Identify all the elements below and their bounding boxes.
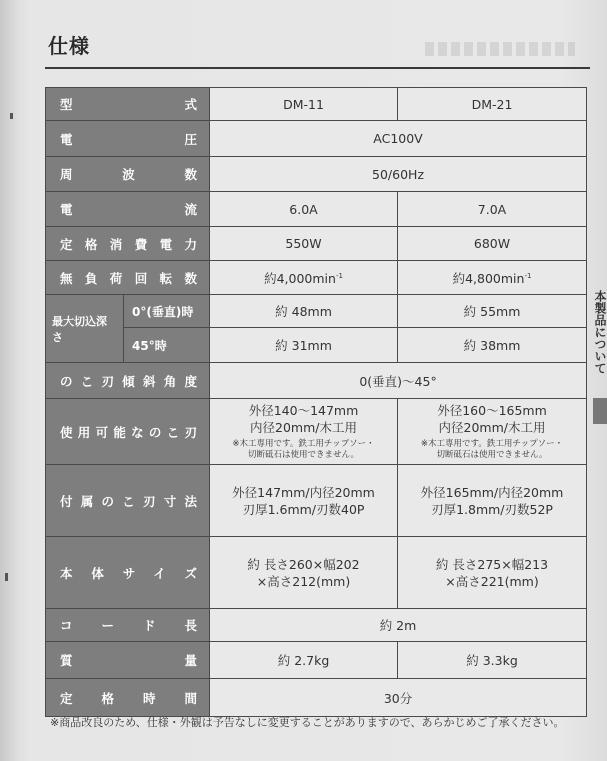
row-label-blade: 使用可能なのこ刃: [46, 399, 210, 465]
table-row: [46, 328, 587, 363]
body-size-b-line1: 約 長さ275×幅213: [435, 556, 549, 572]
page-title: 仕様: [48, 34, 90, 58]
row-label-current: 電 流: [46, 192, 210, 227]
included-blade-b: [398, 465, 587, 537]
table-row: [46, 609, 587, 642]
body-size-a-line1: 約 長さ260×幅202: [247, 556, 360, 572]
included-blade-a: [210, 465, 398, 537]
title-rule: [45, 67, 590, 69]
model-a: DM-11: [210, 88, 398, 121]
power-a: 550W: [210, 227, 398, 261]
blade-a-line2: 内径20mm/木工用: [250, 420, 357, 435]
blade-a-note1: ※木工専用です。鉄工用チップソー・: [232, 439, 375, 449]
body-size-b-line2: ×高さ221(mm): [445, 573, 539, 589]
weight-a: 約 2.7kg: [210, 642, 398, 679]
current-b: 7.0A: [398, 192, 587, 227]
bevel-value: 0(垂直)～45°: [210, 363, 587, 399]
rpm-b-value: 約4,800min: [452, 270, 525, 286]
included-blade-b-line2: 刃厚1.8mm/刃数52P: [431, 501, 553, 517]
rpm-a-sup: -1: [335, 271, 343, 280]
body-size-a: [210, 537, 398, 609]
voltage-value: AC100V: [210, 121, 587, 157]
blade-b-note2: 切断砥石は使用できません。: [436, 450, 548, 460]
row-label-weight: 質 量: [46, 642, 210, 679]
blade-b-line2: 内径20mm/木工用: [438, 420, 546, 435]
model-b: DM-21: [398, 88, 587, 121]
weight-b: 約 3.3kg: [398, 642, 587, 679]
cut-depth-45-a: 約 31mm: [210, 328, 398, 363]
row-label-cut-depth: 最大切込深さ: [46, 295, 124, 363]
binding-mark: [10, 113, 13, 119]
row-label-model: 型 式: [46, 88, 210, 121]
blade-b: [398, 399, 587, 465]
side-tab-label: 本製品について: [593, 290, 607, 374]
row-label-voltage: 電 圧: [46, 121, 210, 157]
page-binding-edge: [0, 0, 18, 761]
table-row: [46, 192, 587, 227]
included-blade-b-line1: 外径165mm/内径20mm: [420, 484, 564, 500]
blade-b-line1: 外径160～165mm: [437, 403, 547, 418]
cut-depth-0-label: 0°(垂直)時: [124, 295, 210, 328]
blade-a-line1: 外径140～147mm: [248, 403, 359, 418]
table-row: [46, 88, 587, 121]
row-label-rpm: 無負荷回転数: [46, 261, 210, 295]
table-row: [46, 642, 587, 679]
table-row: [46, 465, 587, 537]
spec-table: [45, 87, 587, 717]
row-label-bevel: のこ刃傾斜角度: [46, 363, 210, 399]
row-label-cord: コード長: [46, 609, 210, 642]
rpm-a: [210, 261, 398, 295]
side-tab-marker: [593, 398, 607, 424]
footnote: ※商品改良のため、仕様・外観は予告なしに変更することがありますので、あらかじめご了承ください。: [50, 716, 565, 729]
table-row: [46, 679, 587, 717]
row-label-included-blade: 付属のこ刃寸法: [46, 465, 210, 537]
included-blade-a-line1: 外径147mm/内径20mm: [232, 484, 375, 500]
row-label-power: 定格消費電力: [46, 227, 210, 261]
blade-a: [210, 399, 398, 465]
table-row: [46, 261, 587, 295]
included-blade-a-line2: 刃厚1.6mm/刃数40P: [242, 501, 365, 517]
cut-depth-45-b: 約 38mm: [398, 328, 587, 363]
blade-a-note2: 切断砥石は使用できません。: [248, 450, 360, 460]
bleed-through-text: [425, 42, 575, 56]
rpm-b-sup: -1: [524, 271, 532, 280]
cut-depth-0-b: 約 55mm: [398, 295, 587, 328]
body-size-b: [398, 537, 587, 609]
body-size-a-line2: ×高さ212(mm): [256, 573, 351, 589]
cut-depth-45-label: 45°時: [124, 328, 210, 363]
binding-mark: [5, 573, 8, 581]
rated-time-value: 30分: [210, 679, 587, 717]
power-b: 680W: [398, 227, 587, 261]
row-label-rated-time: 定格時間: [46, 679, 210, 717]
cord-value: 約 2m: [210, 609, 587, 642]
cut-depth-0-a: 約 48mm: [210, 295, 398, 328]
table-row: [46, 399, 587, 465]
table-row: [46, 227, 587, 261]
table-row: [46, 121, 587, 157]
frequency-value: 50/60Hz: [210, 157, 587, 192]
table-row: [46, 363, 587, 399]
table-row: [46, 157, 587, 192]
row-label-body-size: 本体サイズ: [46, 537, 210, 609]
table-row: [46, 537, 587, 609]
table-row: [46, 295, 587, 328]
current-a: 6.0A: [210, 192, 398, 227]
row-label-frequency: 周 波 数: [46, 157, 210, 192]
rpm-b: [398, 261, 587, 295]
rpm-a-value: 約4,000min: [264, 270, 336, 286]
blade-b-note1: ※木工専用です。鉄工用チップソー・: [420, 439, 564, 449]
